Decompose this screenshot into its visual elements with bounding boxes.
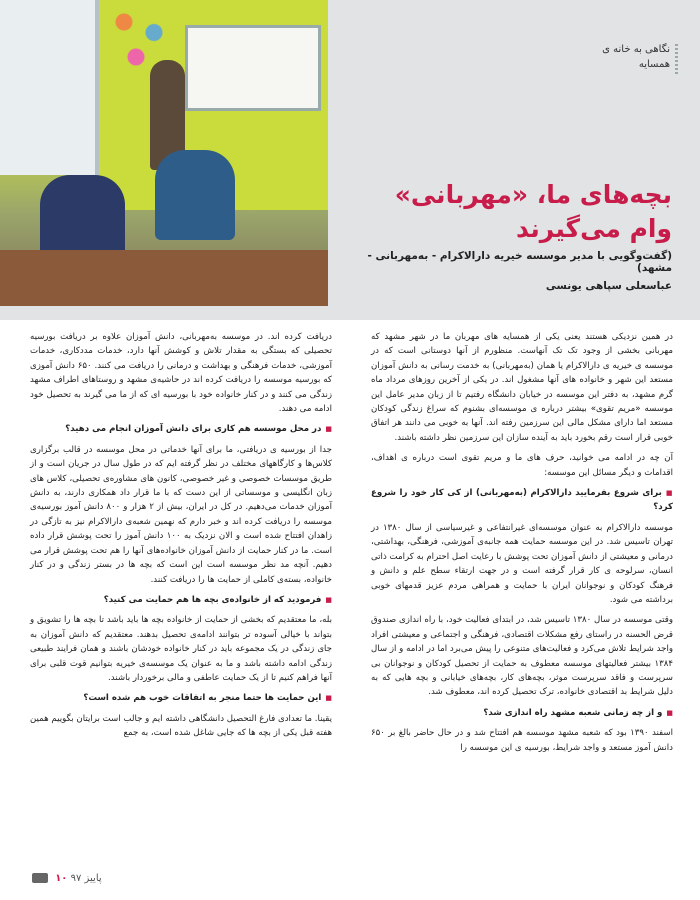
paragraph: وقتی موسسه در سال ۱۳۸۰ تاسیس شد، در ابتدای فعالیت خود، با راه اندازی صندوق قرض الحسنه در راستای رفع مشکلات اقتصادی، فرهنگی و اجتماعی و معیشتی افراد واجد شرایط تلاش می‌کرد و فعالیت‌های متنوعی را پیش می‌برد اما در ادامه و از سال ۱۳۸۴ بیشتر فعالیتهای موسسه معطوف به حمایت از تحصیل کودکان و نوجوانان بی سرپرست و فاقد سرپرست موثر، بچه‌های کار، بچه‌های خیابانی و بچه هایی که به دلیل شرایط بد اقتصادی خانواده، ترک تحصیل کرده اند، معطوف شد. xyxy=(371,615,673,698)
article-subtitle: (گفت‌وگویی با مدیر موسسه خیریه دارالاکرام - به‌مهربانی - مشهد) xyxy=(367,250,672,274)
paragraph: موسسه دارالاکرام به عنوان موسسه‌ای غیرانتفاعی و غیرسیاسی از سال ۱۳۸۰ در تهران تاسیس شد. در این موسسه حمایت همه جانبه‌ی آموزشی، فرهنگی، بهداشتی، درمانی و معیشتی از دانش آموزان تحت پوشش با رعایت اصل احترام به کرامت ذاتی انسان، سرلوحه ی کار قرار گرفته است و در جهت ارتقاء سطح علم و دانش و فرهنگ کودکان و نوجوانان ایران با حمایت و همراهی مردم عزیز قدمهای خوبی برداشته می شود. xyxy=(371,522,673,605)
paragraph: دریافت کرده اند. در موسسه به‌مهربانی، دانش آموزان علاوه بر دریافت بورسیه تحصیلی که بستگی به مقدار تلاش و کوشش آنها دارد، خدمات مددکاری، خدمات آموزشی، خدمات فرهنگی و بهداشت و درمانی را دریافت می کنند. ۶۵۰ دانش آموزی که بورسیه موسسه را دریافت کرده اند در حاشیه‌ی مشهد و روستاهای اطراف مشهد زندگی می کنند و در کنار خانواده خود با بورسیه ای که از ما می گیرند به تحصیل خود ادامه می دهند. xyxy=(30,332,332,415)
paragraph: در همین نزدیکی هستند یعنی یکی از همسایه های مهربان ما در شهر مشهد که مهربانی بخشی از وجود تک تک آنهاست. منظورم از آنها دوستانی است که در موسسه ی خیریه ی دارالاکرام یا همان (به‌مهربانی) به خدمت رسانی به دانش آموزان مستعد این شهر و خانواده های آنها مشغول اند. در یکی از آخرین روزهای مرداد ماه گرم مشهد، به دفتر این موسسه در خیابان دانشگاه رفتیم تا از زبان مدیر عامل این موسسه «مریم تقوی» بیشتر درباره ی موسسه‌ای بشنوم که سراغ زندگی کودکان مستعد اما دارای مشکل مالی این سرزمین رفته اند. آنها به خوبی می دانند هر اتفاق خوبی قرار است رقم بخورد باید به آینده سازان این سرزمین نظر داشته باشند. xyxy=(371,332,673,443)
paragraph: بله، ما معتقدیم که بخشی از حمایت از خانواده بچه ها باید باشد تا بچه ها را تشویق و بتواند با خیالی آسوده تر بتوانند ادامه‌ی تحصیل بدهند. معتقدیم که دانش آموزان به جای زندگی در یک مجموعه باید در کنار خانواده خودشان باشند و همان فرایند طبیعی زندگی ادامه داشته باشد و ما به عنوان یک موسسه‌ی خیریه بتوانیم قوت قلبی برای آنها فراهم کنیم تا از یک حمایت عاطفی و مالی برخوردار باشند. xyxy=(30,615,332,683)
magazine-logo-icon xyxy=(32,873,48,883)
section-marker-icon xyxy=(675,44,678,74)
interview-question: ■ این حمایت ها حتما منجر به اتفاقات خوب هم شده است؟ xyxy=(30,691,332,705)
paragraph: اسفند ۱۳۹۰ بود که شعبه مشهد موسسه هم افتتاح شد و در حال حاضر بالغ بر ۶۵۰ دانش آموز مستعد و واجد شرایط، بورسیه ی این موسسه را xyxy=(371,728,673,753)
article-title: بچه‌های ما، «مهربانی» وام می‌گیرند xyxy=(394,180,672,243)
footer-page-number: ۱۰ xyxy=(55,873,68,884)
page-footer xyxy=(28,873,102,884)
left-column xyxy=(30,330,332,747)
interview-question: ■ در محل موسسه هم کاری برای دانش آموزان انجام می دهید؟ xyxy=(30,422,332,436)
footer-season: پاییز ۹۷ xyxy=(70,873,102,884)
classroom-photo xyxy=(0,0,328,306)
right-column xyxy=(371,330,673,761)
section-label: نگاهی به خانه ی همسایه xyxy=(602,44,670,70)
interview-question: ■ فرمودید که از خانواده‌ی بچه ها هم حمایت می کنید؟ xyxy=(30,593,332,607)
interview-question: ■ برای شروع بفرمایید دارالاکرام (به‌مهربانی) از کی کار خود را شروع کرد؟ xyxy=(371,486,673,515)
article-author: عباسعلی سپاهی یونسی xyxy=(545,280,672,292)
paragraph: آن چه در ادامه می خوانید، حرف های ما و مریم تقوی است درباره ی اهداف، اقدامات و دیگر مسائل این موسسه: xyxy=(371,453,673,478)
paragraph: یقینا. ما تعدادی فارغ التحصیل دانشگاهی داشته ایم و جالب است برایتان بگوییم همین هفته قبل یکی از بچه ها که جایی شاغل شده است، به جمع xyxy=(30,713,332,739)
paragraph: جدا از بورسیه ی دریافتی، ما برای آنها خدماتی در محل موسسه در قالب برگزاری کلاس‌ها و کارگاههای مختلف در نظر گرفته ایم که در طول سال در جریان است و از طریق موسسات خصوصی و غیر خصوصی، کانون های مشاوره‌ی تحصیلی، کلاس های زبان انگلیسی و موسساتی از این دست که با ما قرار داد همکاری دارند، به دانش آموزان خدمات می‌دهیم. در کل در ایران، بیش از ۲ هزار و ۸۰۰ دانش آموز بورسیه‌ی موسسه را دریافت کرده اند و خبر دارم که نهمین شعبه‌ی دارالاکرام نیز به تازگی در زاهدان افتتاح شده است و الان نزدیک به ۱۰۰ دانش آموز را تحت پوشش قرار داده است. ما در کنار حمایت از دانش آموزان خانواده‌های آنها را هم تحت پوشش قرار می دهیم. آنچه مد نظر موسسه است این است که بچه ها در بستر زندگی و در کنار خانواده، بسته‌ی کاملی از حمایت ها را دریافت کنند. xyxy=(30,444,332,585)
interview-question: ■ و از چه زمانی شعبه مشهد راه اندازی شد؟ xyxy=(371,706,673,720)
